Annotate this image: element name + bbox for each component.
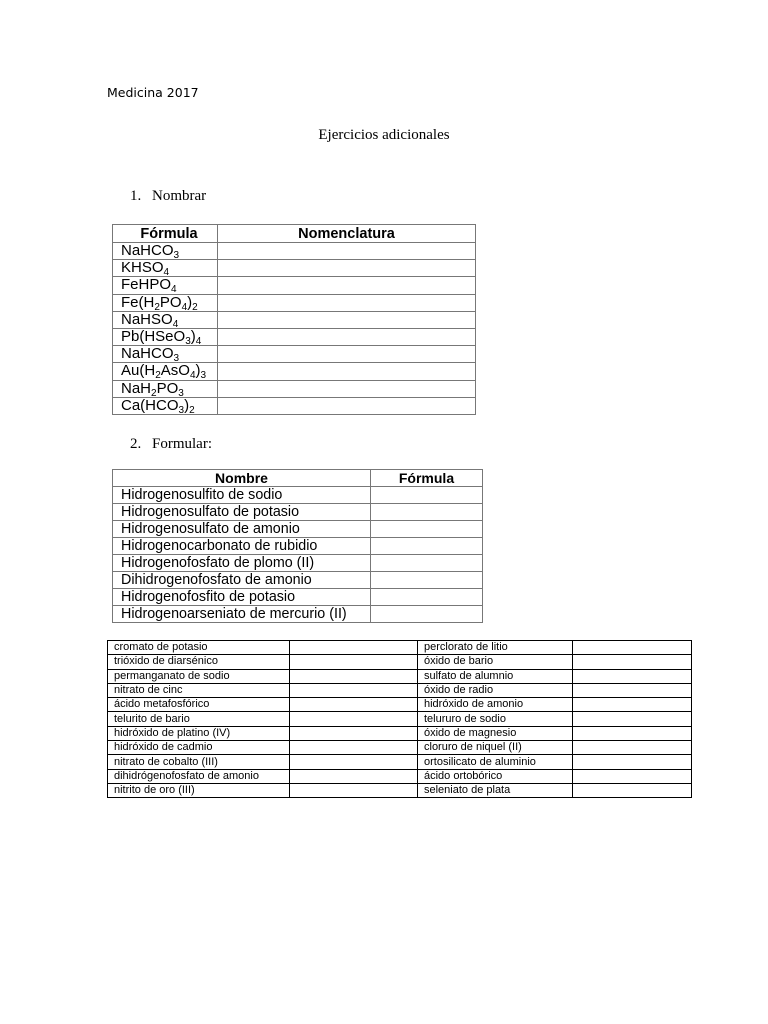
compound-name-cell: dihidrógenofosfato de amonio (108, 769, 290, 783)
table-row (113, 363, 476, 380)
table-row (108, 755, 692, 769)
compound-name-cell: hidróxido de amonio (418, 698, 573, 712)
formula-answer-cell[interactable] (573, 783, 692, 797)
page-title: Ejercicios adicionales (318, 127, 450, 143)
nomenclature-answer-cell[interactable] (218, 363, 476, 380)
table-row (113, 555, 483, 572)
table-row (113, 346, 476, 363)
section-1-label: Nombrar (152, 188, 207, 204)
formula-cell: NaHSO$_4$ (113, 311, 218, 328)
formula-answer-cell[interactable] (573, 641, 692, 655)
table-row (113, 538, 483, 555)
name-header: Nombre (113, 470, 371, 487)
table-row (113, 380, 476, 397)
compound-name-cell: Hidrogenosulfato de potasio (113, 504, 371, 521)
formula-answer-cell[interactable] (290, 755, 418, 769)
compound-name-cell: ortosilicato de aluminio (418, 755, 573, 769)
formula-answer-cell[interactable] (573, 698, 692, 712)
nomenclature-answer-cell[interactable] (218, 260, 476, 277)
formula-answer-cell[interactable] (573, 683, 692, 697)
table-row (113, 260, 476, 277)
nomenclature-answer-cell[interactable] (218, 294, 476, 311)
section-1-heading (130, 188, 206, 205)
nomenclature-answer-cell[interactable] (218, 277, 476, 294)
compound-name-cell: Hidrogenosulfato de amonio (113, 521, 371, 538)
formula-answer-cell[interactable] (371, 487, 483, 504)
formula-cell: $Ca(HCO_3)_2$ (113, 397, 218, 414)
nomenclature-answer-cell[interactable] (218, 397, 476, 414)
section-2-heading (130, 436, 212, 453)
formulation-table (112, 469, 483, 623)
nomenclature-answer-cell[interactable] (218, 380, 476, 397)
nomenclature-header: Nomenclatura (218, 225, 476, 243)
formula-answer-cell[interactable] (573, 655, 692, 669)
compound-name-cell: nitrito de oro (III) (108, 783, 290, 797)
nomenclature-answer-cell[interactable] (218, 243, 476, 260)
formula-header: Fórmula (371, 470, 483, 487)
section-2-number: 2. (130, 436, 142, 452)
table-row (108, 769, 692, 783)
compound-name-cell: Hidrogenocarbonato de rubidio (113, 538, 371, 555)
formula-answer-cell[interactable] (573, 769, 692, 783)
compound-name-cell: hidróxido de cadmio (108, 741, 290, 755)
compound-name-cell: Dihidrogenofosfato de amonio (113, 572, 371, 589)
compound-name-cell: óxido de radio (418, 683, 573, 697)
formula-cell: NaHCO$_3$ (113, 243, 218, 260)
formula-answer-cell[interactable] (371, 606, 483, 623)
formula-answer-cell[interactable] (290, 655, 418, 669)
formula-answer-cell[interactable] (290, 783, 418, 797)
compound-name-cell: nitrato de cinc (108, 683, 290, 697)
formula-answer-cell[interactable] (290, 641, 418, 655)
formula-answer-cell[interactable] (290, 726, 418, 740)
formula-answer-cell[interactable] (573, 726, 692, 740)
compound-name-cell: telururo de sodio (418, 712, 573, 726)
table-row (113, 606, 483, 623)
formula-answer-cell[interactable] (573, 741, 692, 755)
table-row (113, 294, 476, 311)
table-row (113, 572, 483, 589)
table-row (108, 712, 692, 726)
table-row (108, 683, 692, 697)
formula-answer-cell[interactable] (290, 712, 418, 726)
formula-answer-cell[interactable] (371, 589, 483, 606)
table-row (113, 521, 483, 538)
formula-answer-cell[interactable] (371, 572, 483, 589)
formula-answer-cell[interactable] (371, 555, 483, 572)
table-row (113, 487, 483, 504)
nomenclature-answer-cell[interactable] (218, 328, 476, 345)
nomenclature-answer-cell[interactable] (218, 311, 476, 328)
compound-name-cell: Hidrogenofosfito de potasio (113, 589, 371, 606)
compound-name-cell: trióxido de diarsénico (108, 655, 290, 669)
table-row (113, 328, 476, 345)
table-row (113, 277, 476, 294)
formula-answer-cell[interactable] (290, 683, 418, 697)
formula-answer-cell[interactable] (573, 669, 692, 683)
compound-name-cell: ácido metafosfórico (108, 698, 290, 712)
table-row (108, 726, 692, 740)
nomenclature-answer-cell[interactable] (218, 346, 476, 363)
formula-cell: $NaH_2PO_3$ (113, 380, 218, 397)
compound-name-cell: sulfato de alumnio (418, 669, 573, 683)
table-row (113, 397, 476, 414)
table-row (108, 641, 692, 655)
compound-name-cell: cloruro de niquel (II) (418, 741, 573, 755)
formula-answer-cell[interactable] (290, 769, 418, 783)
formula-answer-cell[interactable] (290, 741, 418, 755)
table-row (113, 589, 483, 606)
compound-name-cell: óxido de bario (418, 655, 573, 669)
table-row (113, 243, 476, 260)
compound-name-cell: Hidrogenoarseniato de mercurio (II) (113, 606, 371, 623)
compound-name-cell: óxido de magnesio (418, 726, 573, 740)
compound-name-cell: perclorato de litio (418, 641, 573, 655)
additional-compounds-table (107, 640, 692, 798)
compound-name-cell: hidróxido de platino (IV) (108, 726, 290, 740)
naming-table (112, 224, 476, 415)
table-row (108, 783, 692, 797)
compound-name-cell: seleniato de plata (418, 783, 573, 797)
table-row (113, 311, 476, 328)
section-1-number: 1. (130, 188, 142, 204)
compound-name-cell: ácido ortobórico (418, 769, 573, 783)
table-row (108, 741, 692, 755)
formula-cell: $Au(H_2AsO_4)_3$ (113, 363, 218, 380)
formula-cell: $Pb(HSeO_3)_4$ (113, 328, 218, 345)
formula-cell: FeHPO$_4$ (113, 277, 218, 294)
formula-cell: $KHSO_4$ (113, 260, 218, 277)
formula-answer-cell[interactable] (371, 504, 483, 521)
compound-name-cell: telurito de bario (108, 712, 290, 726)
compound-name-cell: Hidrogenofosfato de plomo (II) (113, 555, 371, 572)
formula-cell: NaHCO$_3$ (113, 346, 218, 363)
table-row (108, 698, 692, 712)
formula-answer-cell[interactable] (573, 712, 692, 726)
table-row (108, 669, 692, 683)
compound-name-cell: cromato de potasio (108, 641, 290, 655)
table-row (108, 655, 692, 669)
formula-answer-cell[interactable] (290, 669, 418, 683)
formula-answer-cell[interactable] (290, 698, 418, 712)
formula-answer-cell[interactable] (371, 521, 483, 538)
formula-cell: $Fe(H_2PO_4)_2$ (113, 294, 218, 311)
compound-name-cell: Hidrogenosulfito de sodio (113, 487, 371, 504)
formula-header: Fórmula (113, 225, 218, 243)
compound-name-cell: permanganato de sodio (108, 669, 290, 683)
formula-answer-cell[interactable] (573, 755, 692, 769)
document-header: Medicina 2017 (107, 85, 199, 100)
compound-name-cell: nitrato de cobalto (III) (108, 755, 290, 769)
formula-answer-cell[interactable] (371, 538, 483, 555)
table-row (113, 504, 483, 521)
section-2-label: Formular: (152, 436, 212, 452)
